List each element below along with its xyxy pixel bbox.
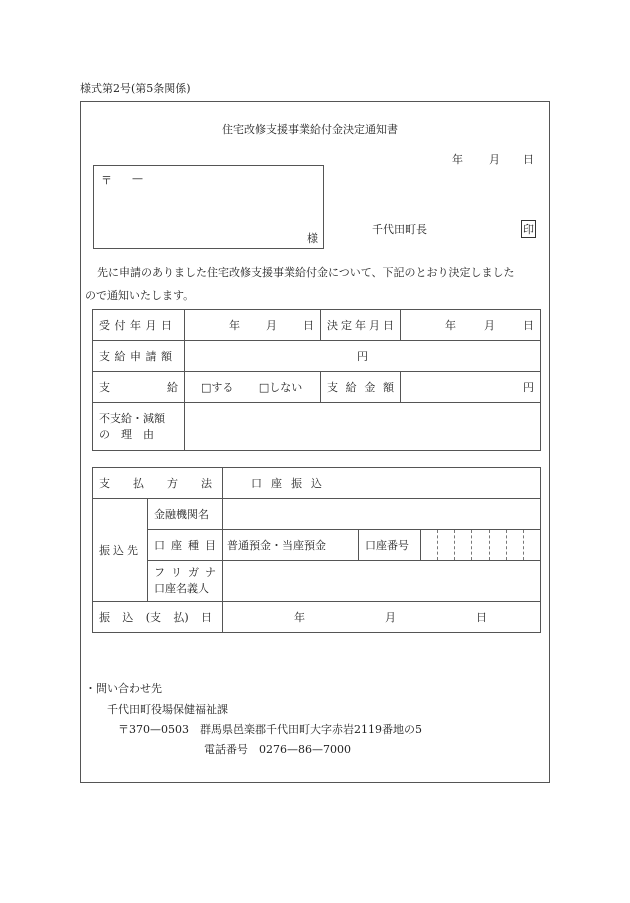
date-month: 月	[489, 153, 500, 166]
table-row	[93, 341, 541, 372]
requested-yen: 円	[357, 350, 368, 363]
payment-method-label: 支 払 方 法	[93, 468, 223, 499]
transfer-date-label: 振 込 (支 払) 日	[93, 602, 223, 633]
requested-amount-field[interactable]	[185, 341, 541, 372]
bank-name-label: 金融機関名	[148, 499, 223, 530]
honorific: 様	[307, 232, 318, 245]
table-row	[93, 310, 541, 341]
transfer-date-field[interactable]	[223, 602, 541, 633]
contact-address: 〒370—0503 群馬県邑楽郡千代田町大字赤岩2119番地の5	[118, 723, 422, 736]
table-row	[93, 403, 541, 451]
payment-yen: 円	[523, 381, 534, 394]
transfer-day: 日	[476, 611, 487, 624]
received-day: 日	[303, 319, 314, 332]
decision-date-label: 決 定 年 月 日	[321, 310, 401, 341]
account-holder-field[interactable]	[223, 561, 541, 602]
transfer-to-label: 振込先	[93, 499, 148, 602]
transfer-month: 月	[385, 611, 396, 624]
contact-phone: 電話番号 0276—86—7000	[204, 743, 351, 756]
payment-label: 支 給	[93, 372, 185, 403]
payment-options	[185, 372, 321, 403]
decision-month: 月	[484, 319, 495, 332]
decision-date-field[interactable]	[401, 310, 541, 341]
contact-heading: ・問い合わせ先	[85, 682, 162, 695]
body-text-line-2: ので通知いたします。	[85, 289, 195, 302]
form-label: 様式第2号(第5条関係)	[80, 82, 191, 95]
decision-year: 年	[445, 319, 456, 332]
payment-method-value: 口座振込	[223, 468, 541, 499]
requested-amount-label: 支 給 申 請 額	[93, 341, 185, 372]
recipient-address-box[interactable]	[93, 165, 324, 249]
decision-day: 日	[523, 319, 534, 332]
table-row	[93, 372, 541, 403]
reason-label: 不支給・減額 の 理 由	[93, 403, 185, 451]
account-number-label: 口座番号	[359, 530, 421, 561]
payment-amount-label: 支 給 金 額	[321, 372, 401, 403]
table-row	[93, 530, 541, 561]
date-day: 日	[523, 153, 534, 166]
table-row	[93, 602, 541, 633]
decision-table	[92, 309, 541, 451]
received-date-label: 受 付 年 月 日	[93, 310, 185, 341]
bank-name-field[interactable]	[223, 499, 541, 530]
contact-office: 千代田町役場保健福祉課	[107, 703, 228, 716]
account-holder-label: フ リ ガ ナ 口座名義人	[148, 561, 223, 602]
table-row	[93, 561, 541, 602]
option-yes-checkbox[interactable]: □する	[201, 381, 234, 394]
payment-amount-field[interactable]	[401, 372, 541, 403]
reason-field[interactable]	[185, 403, 541, 451]
seal-mark: 印	[521, 220, 536, 238]
table-row	[93, 468, 541, 499]
received-month: 月	[266, 319, 277, 332]
postal-dash: —	[132, 172, 143, 185]
received-year: 年	[229, 319, 240, 332]
received-date-field[interactable]	[185, 310, 321, 341]
document-title: 住宅改修支援事業給付金決定通知書	[222, 123, 398, 136]
date-year: 年	[452, 153, 463, 166]
table-row	[93, 499, 541, 530]
transfer-year: 年	[294, 611, 305, 624]
postal-mark: 〒	[101, 174, 112, 187]
account-type-value[interactable]: 普通預金・当座預金	[223, 530, 359, 561]
account-type-label: 口 座 種 目	[148, 530, 223, 561]
body-text-line-1: 先に申請のありました住宅改修支援事業給付金について、下記のとおり決定しました	[97, 266, 515, 279]
option-no-checkbox[interactable]: □しない	[258, 381, 303, 394]
payment-table	[92, 467, 541, 633]
account-number-boxes[interactable]	[421, 530, 541, 561]
issuer-name: 千代田町長	[372, 223, 427, 236]
